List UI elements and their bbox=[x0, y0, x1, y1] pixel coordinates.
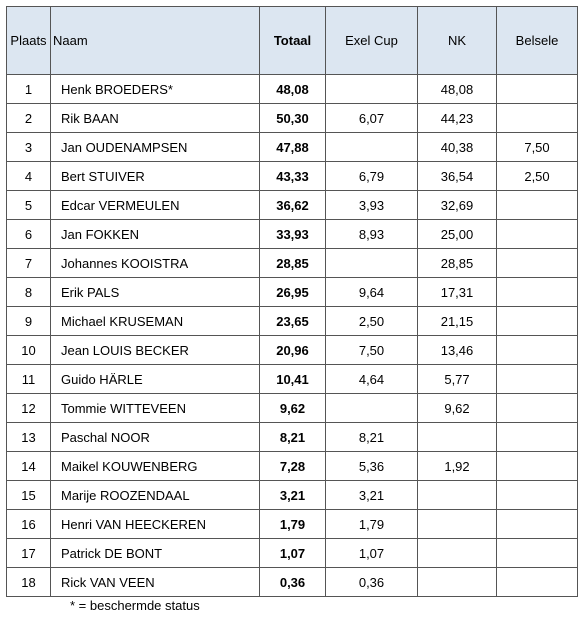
cell-belsele bbox=[497, 568, 578, 597]
cell-belsele bbox=[497, 249, 578, 278]
table-row bbox=[7, 423, 578, 452]
table-row bbox=[7, 452, 578, 481]
cell-belsele bbox=[497, 481, 578, 510]
cell-exel-cup: 0,36 bbox=[326, 568, 418, 597]
table-row bbox=[7, 336, 578, 365]
cell-exel-cup: 5,36 bbox=[326, 452, 418, 481]
header-nk: NK bbox=[418, 7, 497, 75]
cell-nk: 44,23 bbox=[418, 104, 497, 133]
cell-totaal: 23,65 bbox=[260, 307, 326, 336]
cell-totaal: 1,79 bbox=[260, 510, 326, 539]
table-row bbox=[7, 104, 578, 133]
table-row bbox=[7, 162, 578, 191]
cell-totaal: 36,62 bbox=[260, 191, 326, 220]
cell-exel-cup: 1,79 bbox=[326, 510, 418, 539]
cell-naam: Johannes KOOISTRA bbox=[51, 249, 260, 278]
cell-totaal: 47,88 bbox=[260, 133, 326, 162]
cell-belsele bbox=[497, 104, 578, 133]
cell-naam: Rick VAN VEEN bbox=[51, 568, 260, 597]
table-row bbox=[7, 539, 578, 568]
cell-plaats: 10 bbox=[7, 336, 51, 365]
cell-plaats: 3 bbox=[7, 133, 51, 162]
cell-belsele bbox=[497, 307, 578, 336]
cell-naam: Henri VAN HEECKEREN bbox=[51, 510, 260, 539]
cell-exel-cup: 1,07 bbox=[326, 539, 418, 568]
cell-totaal: 9,62 bbox=[260, 394, 326, 423]
cell-nk: 17,31 bbox=[418, 278, 497, 307]
cell-belsele bbox=[497, 510, 578, 539]
cell-nk: 48,08 bbox=[418, 75, 497, 104]
table-row bbox=[7, 510, 578, 539]
cell-totaal: 7,28 bbox=[260, 452, 326, 481]
cell-plaats: 5 bbox=[7, 191, 51, 220]
table-row bbox=[7, 568, 578, 597]
cell-naam: Guido HÄRLE bbox=[51, 365, 260, 394]
header-belsele: Belsele bbox=[497, 7, 578, 75]
cell-belsele bbox=[497, 278, 578, 307]
cell-totaal: 10,41 bbox=[260, 365, 326, 394]
cell-nk bbox=[418, 568, 497, 597]
cell-exel-cup: 6,79 bbox=[326, 162, 418, 191]
cell-exel-cup: 8,21 bbox=[326, 423, 418, 452]
cell-plaats: 9 bbox=[7, 307, 51, 336]
cell-exel-cup bbox=[326, 75, 418, 104]
cell-plaats: 18 bbox=[7, 568, 51, 597]
cell-plaats: 11 bbox=[7, 365, 51, 394]
cell-belsele bbox=[497, 539, 578, 568]
header-plaats: Plaats bbox=[7, 7, 51, 75]
cell-nk bbox=[418, 539, 497, 568]
header-exel-cup: Exel Cup bbox=[326, 7, 418, 75]
footnote: * = beschermde status bbox=[70, 598, 200, 613]
ranking-table-container bbox=[6, 6, 578, 597]
cell-exel-cup: 3,93 bbox=[326, 191, 418, 220]
cell-exel-cup bbox=[326, 249, 418, 278]
table-row bbox=[7, 481, 578, 510]
table-header bbox=[7, 7, 578, 75]
cell-naam: Edcar VERMEULEN bbox=[51, 191, 260, 220]
cell-naam: Maikel KOUWENBERG bbox=[51, 452, 260, 481]
cell-nk bbox=[418, 481, 497, 510]
cell-belsele bbox=[497, 336, 578, 365]
cell-exel-cup: 3,21 bbox=[326, 481, 418, 510]
cell-nk: 1,92 bbox=[418, 452, 497, 481]
cell-naam: Marije ROOZENDAAL bbox=[51, 481, 260, 510]
cell-exel-cup: 4,64 bbox=[326, 365, 418, 394]
cell-belsele: 2,50 bbox=[497, 162, 578, 191]
cell-plaats: 17 bbox=[7, 539, 51, 568]
cell-totaal: 33,93 bbox=[260, 220, 326, 249]
cell-nk: 5,77 bbox=[418, 365, 497, 394]
table-row bbox=[7, 75, 578, 104]
cell-plaats: 1 bbox=[7, 75, 51, 104]
ranking-table bbox=[6, 6, 578, 597]
cell-belsele bbox=[497, 75, 578, 104]
cell-naam: Jan FOKKEN bbox=[51, 220, 260, 249]
cell-nk: 25,00 bbox=[418, 220, 497, 249]
cell-exel-cup bbox=[326, 394, 418, 423]
cell-belsele bbox=[497, 220, 578, 249]
cell-plaats: 7 bbox=[7, 249, 51, 278]
cell-nk bbox=[418, 510, 497, 539]
cell-totaal: 0,36 bbox=[260, 568, 326, 597]
cell-plaats: 6 bbox=[7, 220, 51, 249]
cell-totaal: 43,33 bbox=[260, 162, 326, 191]
cell-totaal: 28,85 bbox=[260, 249, 326, 278]
table-row bbox=[7, 278, 578, 307]
cell-plaats: 14 bbox=[7, 452, 51, 481]
cell-naam: Erik PALS bbox=[51, 278, 260, 307]
cell-exel-cup: 9,64 bbox=[326, 278, 418, 307]
table-row bbox=[7, 365, 578, 394]
cell-plaats: 2 bbox=[7, 104, 51, 133]
table-row bbox=[7, 249, 578, 278]
cell-exel-cup: 6,07 bbox=[326, 104, 418, 133]
cell-totaal: 8,21 bbox=[260, 423, 326, 452]
cell-totaal: 50,30 bbox=[260, 104, 326, 133]
cell-totaal: 1,07 bbox=[260, 539, 326, 568]
cell-belsele bbox=[497, 394, 578, 423]
cell-naam: Patrick DE BONT bbox=[51, 539, 260, 568]
cell-nk: 21,15 bbox=[418, 307, 497, 336]
cell-nk: 40,38 bbox=[418, 133, 497, 162]
cell-plaats: 4 bbox=[7, 162, 51, 191]
cell-nk: 9,62 bbox=[418, 394, 497, 423]
table-row bbox=[7, 220, 578, 249]
cell-totaal: 20,96 bbox=[260, 336, 326, 365]
header-row bbox=[7, 7, 578, 75]
cell-nk: 36,54 bbox=[418, 162, 497, 191]
cell-nk: 32,69 bbox=[418, 191, 497, 220]
cell-exel-cup: 8,93 bbox=[326, 220, 418, 249]
cell-naam: Paschal NOOR bbox=[51, 423, 260, 452]
cell-plaats: 12 bbox=[7, 394, 51, 423]
cell-naam: Rik BAAN bbox=[51, 104, 260, 133]
cell-naam: Bert STUIVER bbox=[51, 162, 260, 191]
cell-exel-cup: 7,50 bbox=[326, 336, 418, 365]
cell-plaats: 8 bbox=[7, 278, 51, 307]
cell-naam: Tommie WITTEVEEN bbox=[51, 394, 260, 423]
cell-nk: 13,46 bbox=[418, 336, 497, 365]
cell-naam: Jan OUDENAMPSEN bbox=[51, 133, 260, 162]
header-naam: Naam bbox=[51, 7, 260, 75]
cell-belsele bbox=[497, 365, 578, 394]
cell-totaal: 48,08 bbox=[260, 75, 326, 104]
table-row bbox=[7, 133, 578, 162]
table-row bbox=[7, 307, 578, 336]
header-totaal: Totaal bbox=[260, 7, 326, 75]
cell-nk bbox=[418, 423, 497, 452]
cell-naam: Jean LOUIS BECKER bbox=[51, 336, 260, 365]
cell-belsele: 7,50 bbox=[497, 133, 578, 162]
cell-totaal: 26,95 bbox=[260, 278, 326, 307]
table-row bbox=[7, 191, 578, 220]
cell-belsele bbox=[497, 452, 578, 481]
cell-naam: Michael KRUSEMAN bbox=[51, 307, 260, 336]
table-body bbox=[7, 75, 578, 597]
cell-exel-cup bbox=[326, 133, 418, 162]
cell-belsele bbox=[497, 423, 578, 452]
cell-belsele bbox=[497, 191, 578, 220]
cell-nk: 28,85 bbox=[418, 249, 497, 278]
cell-plaats: 16 bbox=[7, 510, 51, 539]
table-row bbox=[7, 394, 578, 423]
cell-plaats: 13 bbox=[7, 423, 51, 452]
cell-naam: Henk BROEDERS* bbox=[51, 75, 260, 104]
cell-plaats: 15 bbox=[7, 481, 51, 510]
cell-exel-cup: 2,50 bbox=[326, 307, 418, 336]
cell-totaal: 3,21 bbox=[260, 481, 326, 510]
